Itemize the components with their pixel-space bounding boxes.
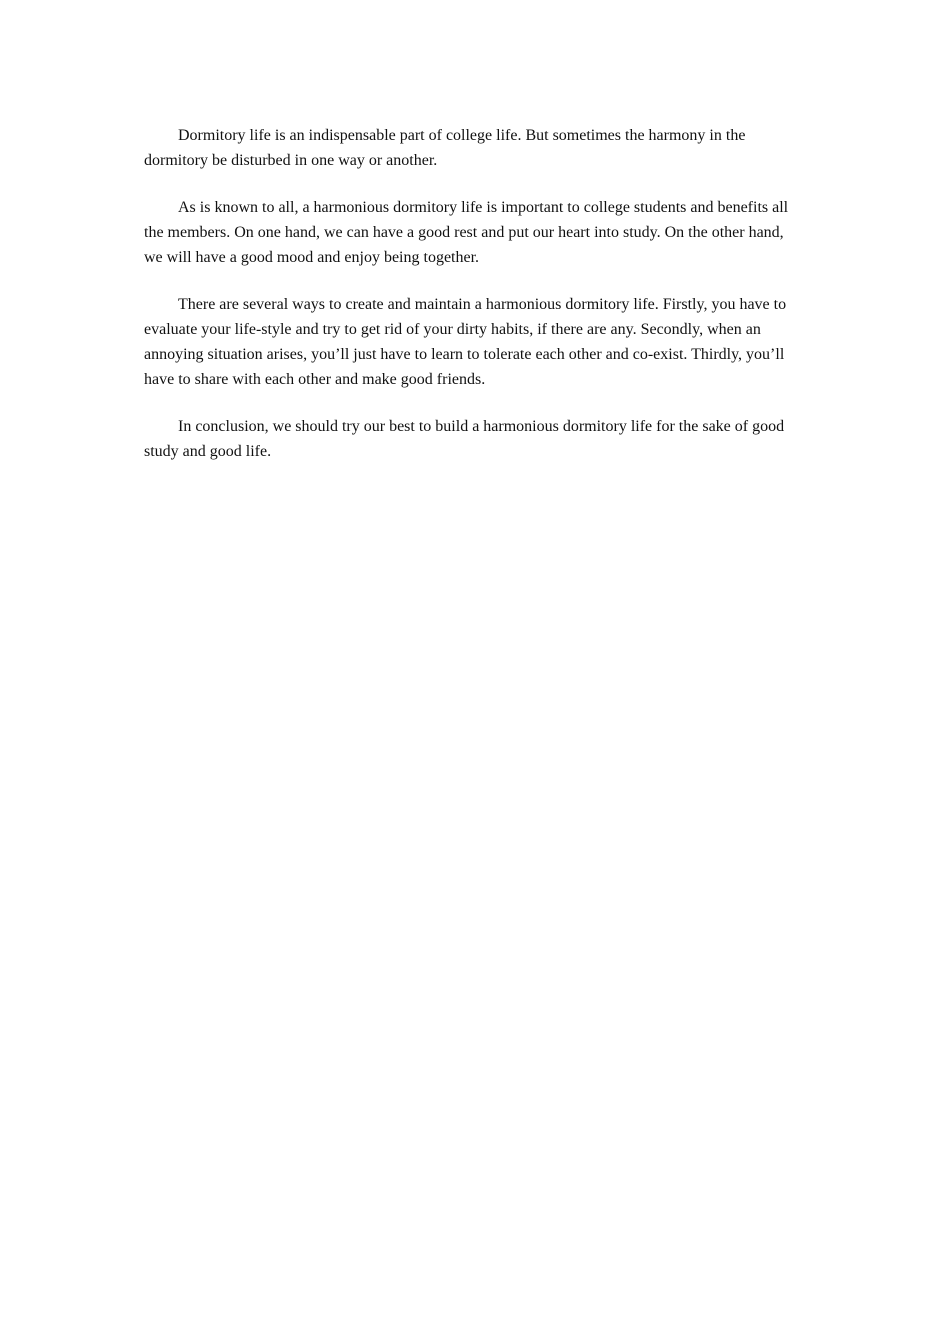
paragraph-methods: There are several ways to create and maintain a harmonious dormitory life. Firstly, you have to evaluate your life-style and try to get rid of your dirty habits, if there are any. Secondly, when an annoying situation arises, you’ll just have to learn to tolerate each other and co-exist. Thirdly, you’ll have to share with each other and make good friends. [144, 296, 787, 388]
document-body [144, 123, 806, 486]
paragraph-conclusion: In conclusion, we should try our best to build a harmonious dormitory life for the sake of good study and good life. [144, 418, 785, 460]
paragraph-importance: As is known to all, a harmonious dormitory life is important to college students and benefits all the members. On one hand, we can have a good rest and put our heart into study. On the other hand, we will have a good mood and enjoy being together. [144, 199, 789, 266]
paragraph-introduction: Dormitory life is an indispensable part of college life. But sometimes the harmony in the dormitory be disturbed in one way or another. [144, 127, 746, 169]
